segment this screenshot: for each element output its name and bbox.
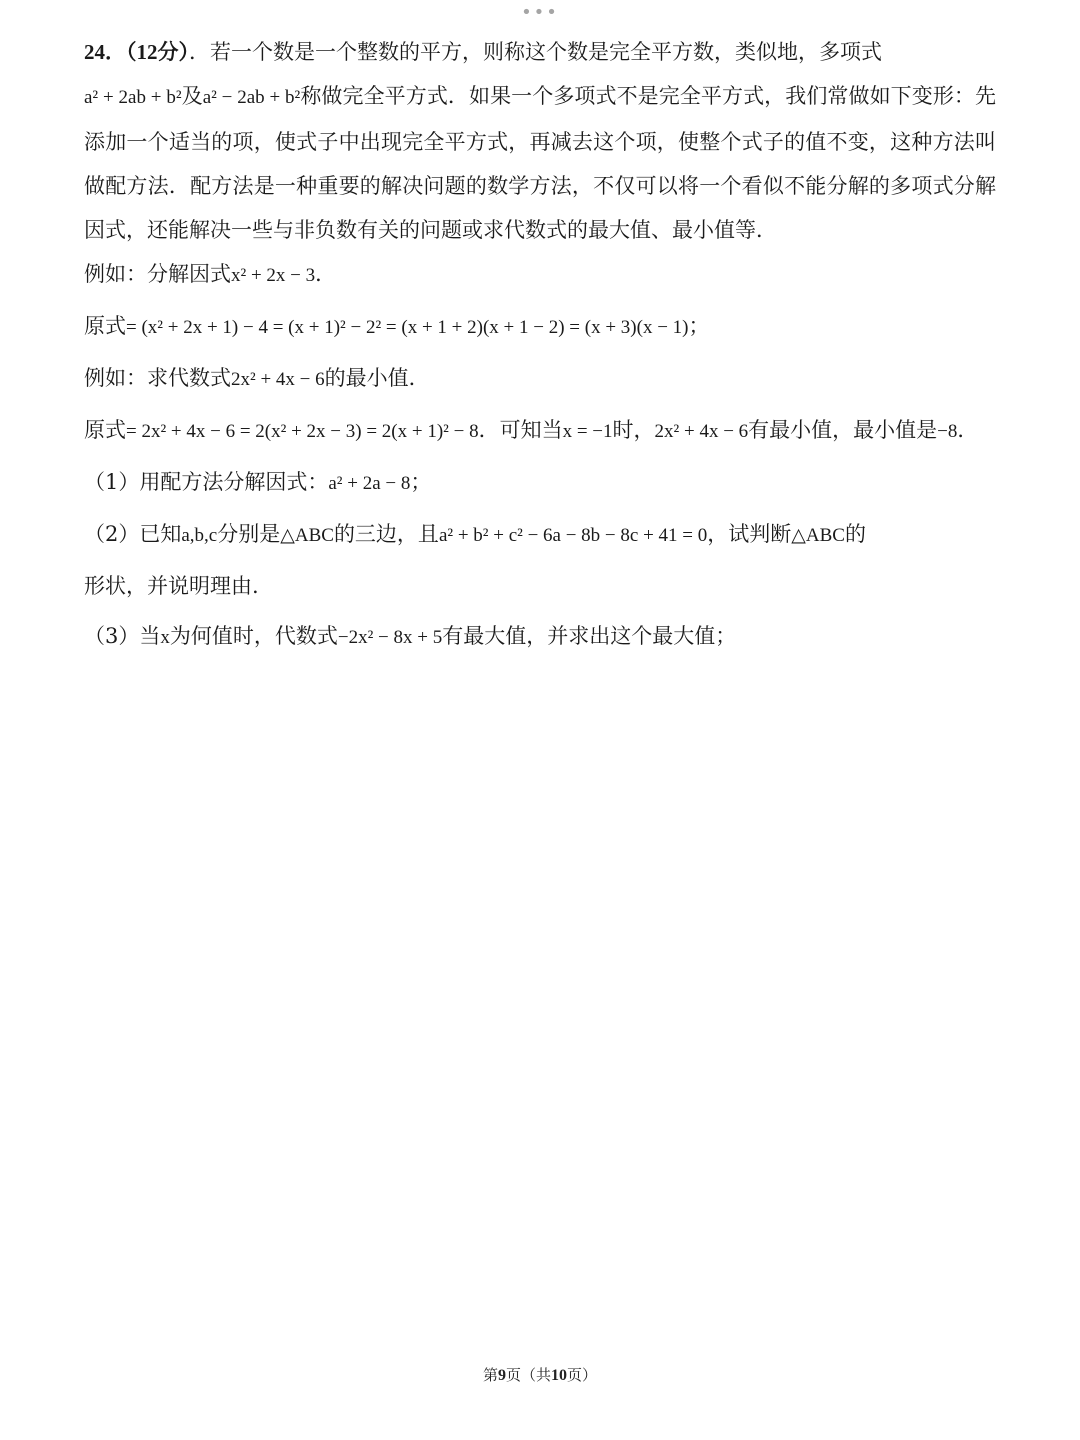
example1-solution-label: 原式 [84, 314, 126, 338]
question-intro [84, 30, 996, 252]
example2-expr: 2x² + 4x − 6 [231, 369, 325, 390]
example2-solution-mid1: ．可知当 [478, 418, 563, 442]
example1-solution-end: ； [688, 314, 710, 338]
example1-end: ． [315, 262, 337, 286]
footer-page-total: 10 [551, 1367, 567, 1384]
intro-mid: 及 [181, 84, 203, 108]
part2-triangle-1: △ABC [280, 525, 334, 546]
part2-label: （2）已知 [84, 522, 182, 546]
intro-text-2: 称做完全平方式．如果一个多项式不是完全平方式，我们常做如下变形：先添加一个适当的项，使式子中出现完全平方式，再减去这个项，使整个式子的值不变，这种方法叫做配方法．配方法是一种重要的解决问题的数学方法，不仅可以将一个看似不能分解的多项式分解因式，还能解决一些与非负数有关的问题或求代数式的最大值、最小值等． [84, 84, 996, 242]
example2-solution-mid3: 有最小值，最小值是 [748, 418, 938, 442]
example2-label: 例如：求代数式 [84, 366, 231, 390]
more-options-icon[interactable]: ••• [521, 2, 559, 23]
part1-end: ； [410, 470, 432, 494]
part3-label: （3）当 [84, 624, 161, 648]
part3-mid: 为何值时，代数式 [169, 624, 338, 648]
part3-expr: −2x² − 8x + 5 [337, 627, 443, 648]
part1-line [84, 460, 996, 506]
example1-line [84, 252, 996, 298]
part2-line [84, 512, 996, 558]
part1-label: （1）用配方法分解因式： [84, 470, 329, 494]
example2-solution-x: x = −1 [562, 421, 613, 442]
example1-solution-expr: = (x² + 2x + 1) − 4 = (x + 1)² − 2² = (x + 1 + 2)(x + 1 − 2) = (x + 3)(x − 1) [126, 317, 689, 338]
part3-end: 有最大值，并求出这个最大值； [442, 624, 737, 648]
example1-expr: x² + 2x − 3 [231, 265, 316, 286]
example2-line [84, 356, 996, 402]
example2-solution-label: 原式 [84, 418, 126, 442]
question-block [84, 30, 996, 660]
part2-mid4: 的 [844, 522, 866, 546]
example2-solution-mid2: 时， [612, 418, 655, 442]
part1-expr: a² + 2a − 8 [328, 473, 411, 494]
intro-expr-2: a² − 2ab + b² [202, 87, 301, 108]
part2-mid1: 分别是 [217, 522, 281, 546]
footer-suffix: 页） [567, 1366, 598, 1384]
part3-line [84, 614, 996, 660]
part2-expr: a² + b² + c² − 6a − 8b − 8c + 41 = 0 [438, 525, 708, 546]
footer-mid: 页（共 [505, 1366, 551, 1384]
footer-page-num: 9 [497, 1367, 506, 1384]
intro-text-1: ．若一个数是一个整数的平方，则称这个数是完全平方数，类似地，多项式 [189, 40, 882, 64]
example2-solution-end: ． [957, 418, 979, 442]
part2-triangle-2: △ABC [791, 525, 845, 546]
example2-solution-expr: = 2x² + 4x − 6 = 2(x² + 2x − 3) = 2(x + 1)² − 8 [126, 421, 479, 442]
part3-var: x [160, 627, 170, 648]
example2-solution [84, 408, 996, 454]
page-footer [0, 1364, 1080, 1385]
part2-vars: a,b,c [181, 525, 218, 546]
intro-expr-1: a² + 2ab + b² [84, 87, 182, 108]
footer-prefix: 第 [482, 1366, 498, 1384]
example2-end: 的最小值． [324, 366, 430, 390]
example2-solution-min: −8 [937, 421, 958, 442]
example1-label: 例如：分解因式 [84, 262, 231, 286]
question-number: 24．（12分） [84, 40, 189, 64]
part2-mid2: 的三边，且 [333, 522, 439, 546]
part2-mid3: ，试判断 [707, 522, 792, 546]
example1-solution [84, 304, 996, 350]
part2-line-2: 形状，并说明理由. [84, 574, 259, 598]
example2-solution-expr2: 2x² + 4x − 6 [654, 421, 749, 442]
